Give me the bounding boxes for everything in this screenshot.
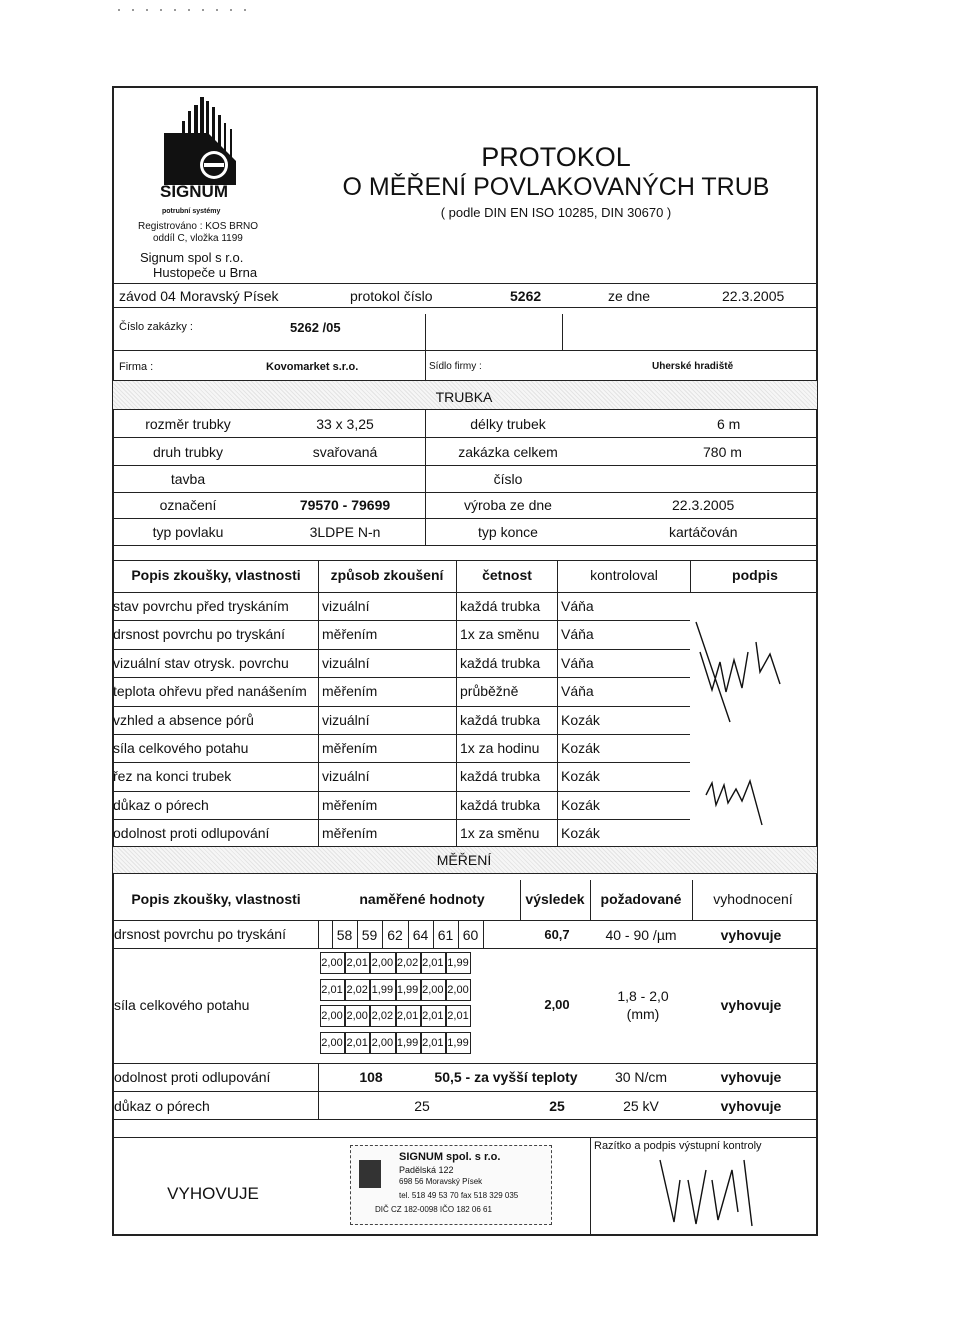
meas-header-required: požadované (600, 891, 682, 907)
pipe-type-value: svařovaná (312, 444, 378, 460)
date-label: ze dne (608, 288, 651, 304)
thickness-value: 2,00 (422, 984, 444, 996)
test-row-inspector: Váňa (561, 683, 594, 700)
coating-type-label: typ povlaku (152, 524, 224, 540)
test-row-frequency: každá trubka (460, 768, 541, 785)
test-row-description: stav povrchu před tryskáním (113, 598, 289, 614)
plant-name: závod 04 Moravský Písek (119, 288, 279, 304)
peel-label: odolnost proti odlupování (114, 1069, 271, 1085)
thickness-value: 2,00 (346, 1010, 368, 1022)
test-row-inspector: Kozák (561, 768, 600, 785)
tests-header-signature: podpis (732, 567, 778, 583)
thickness-required-range: 1,8 - 2,0 (617, 988, 669, 1004)
tests-header-frequency: četnost (482, 567, 532, 583)
thickness-value: 2,00 (371, 957, 394, 969)
final-signature (640, 1140, 770, 1230)
thickness-value: 2,02 (396, 957, 419, 969)
test-row-frequency: každá trubka (460, 796, 541, 813)
pores-required: 25 kV (623, 1098, 659, 1114)
production-date: 22.3.2005 (672, 497, 735, 513)
title-line-2: O MĚŘENÍ POVLAKOVANÝCH TRUB (342, 173, 770, 201)
test-row-description: řez na konci trubek (113, 768, 232, 785)
thickness-value: 1,99 (371, 984, 394, 996)
firm-seat-label: Sídlo firmy : (429, 361, 482, 372)
roughness-value: 58 (336, 927, 353, 943)
meas-header-description: Popis zkoušky, vlastnosti (131, 891, 301, 907)
roughness-value: 59 (361, 927, 378, 943)
roughness-required: 40 - 90 /µm (605, 927, 677, 943)
pipe-size-value: 33 x 3,25 (316, 416, 374, 432)
test-row-method: měřením (322, 825, 378, 842)
company-name: Signum spol s r.o. (140, 250, 244, 265)
test-row-method: vizuální (322, 711, 370, 728)
meas-header-evaluation: vyhodnocení (713, 891, 793, 907)
stamp-caption: Razítko a podpis výstupní kontroly (594, 1140, 762, 1152)
protocol-number: 5262 (510, 288, 542, 304)
marking-value: 79570 - 79699 (299, 497, 391, 513)
firm-label: Firma : (119, 361, 154, 373)
test-row-inspector: Váňa (561, 626, 594, 643)
registration-line-2: oddíl C, vložka 1199 (153, 233, 243, 244)
test-row-method: měřením (322, 683, 378, 700)
test-row-inspector: Kozák (561, 796, 600, 813)
test-row-description: teplota ohřevu před nanášením (113, 683, 307, 700)
tests-header-inspector: kontroloval (590, 567, 658, 583)
test-row-description: vzhled a absence pórů (113, 711, 254, 728)
peel-value: 108 (359, 1069, 383, 1085)
title-line-1: PROTOKOL (481, 142, 631, 172)
thickness-value: 2,01 (346, 1037, 368, 1049)
thickness-value: 2,01 (321, 984, 343, 996)
thickness-label: síla celkového potahu (114, 997, 250, 1013)
order-number: 5262 /05 (290, 320, 341, 335)
pipe-end-label: typ konce (478, 524, 538, 540)
scan-artifact (118, 9, 258, 11)
test-row-inspector: Kozák (561, 711, 600, 728)
final-verdict: VYHOVUJE (167, 1184, 259, 1203)
thickness-value: 1,99 (447, 1037, 469, 1049)
test-row-inspector: Váňa (561, 598, 594, 614)
stamp-phone: tel. 518 49 53 70 fax 518 329 035 (399, 1191, 519, 1200)
order-number-label: Číslo zakázky : (119, 321, 193, 333)
logo-wordmark: SIGNUM (160, 182, 228, 201)
title-subtitle: ( podle DIN EN ISO 10285, DIN 30670 ) (440, 205, 672, 220)
thickness-value: 2,00 (371, 1037, 394, 1049)
pipe-section-title: TRUBKA (435, 389, 493, 405)
roughness-label: drsnost povrchu po tryskání (114, 926, 286, 942)
production-date-label: výroba ze dne (464, 497, 552, 513)
roughness-value: 61 (437, 927, 454, 943)
tests-header-method: způsob zkoušení (330, 567, 444, 583)
coating-type-value: 3LDPE N-n (309, 524, 381, 540)
firm-name: Kovomarket s.r.o. (266, 361, 359, 373)
company-city: Hustopeče u Brna (153, 265, 258, 280)
test-row-method: měřením (322, 796, 378, 813)
test-row-description: drsnost povrchu po tryskání (113, 626, 285, 643)
thickness-value: 2,01 (447, 1010, 469, 1022)
test-row-frequency: 1x za směnu (460, 626, 540, 643)
thickness-evaluation: vyhovuje (720, 997, 782, 1013)
test-row-description: důkaz o pórech (113, 796, 209, 813)
signum-logo (158, 93, 268, 205)
thickness-value: 1,99 (396, 1037, 419, 1049)
peel-result: 50,5 - za vyšší teploty (434, 1069, 578, 1085)
test-row-inspector: Kozák (561, 825, 600, 842)
roughness-value: 64 (412, 927, 429, 943)
tests-header-description: Popis zkoušky, vlastnosti (131, 567, 301, 583)
thickness-value: 2,00 (321, 957, 343, 969)
thickness-value: 2,00 (447, 984, 469, 996)
peel-required: 30 N/cm (614, 1069, 668, 1085)
thickness-value: 1,99 (447, 957, 469, 969)
thickness-required-unit: (mm) (626, 1006, 660, 1022)
test-row-method: vizuální (322, 598, 370, 614)
inspector-signature (690, 612, 790, 742)
test-row-description: síla celkového potahu (113, 740, 249, 756)
meas-header-result: výsledek (525, 891, 585, 907)
pores-evaluation: vyhovuje (720, 1098, 782, 1114)
heat-label: tavba (170, 471, 206, 487)
peel-evaluation: vyhovuje (720, 1069, 782, 1085)
thickness-value: 2,01 (422, 1037, 444, 1049)
pipe-type-label: druh trubky (152, 444, 224, 460)
protocol-date: 22.3.2005 (722, 288, 785, 304)
pipe-length-value: 6 m (717, 416, 741, 432)
test-row-method: měřením (322, 626, 378, 643)
thickness-value: 2,00 (321, 1037, 343, 1049)
thickness-value: 2,01 (422, 1010, 444, 1022)
marking-label: označení (159, 497, 217, 513)
stamp-street: Padělská 122 (399, 1165, 454, 1175)
company-stamp (350, 1145, 552, 1225)
test-row-frequency: každá trubka (460, 598, 541, 614)
stamp-company: SIGNUM spol. s r.o. (399, 1151, 501, 1163)
protocol-number-label: protokol číslo (350, 288, 433, 304)
thickness-value: 2,01 (346, 957, 368, 969)
test-row-frequency: průběžně (460, 683, 519, 700)
brand-tagline: potrubní systémy (162, 208, 221, 215)
order-total-value: 780 m (703, 444, 742, 460)
thickness-value: 2,02 (346, 984, 368, 996)
test-row-method: měřením (322, 740, 378, 756)
pipe-size-label: rozměr trubky (145, 416, 231, 432)
registration-line-1: Registrováno : KOS BRNO (138, 221, 259, 232)
thickness-value: 2,00 (321, 1010, 343, 1022)
stamp-tax-id: DIČ CZ 182-0098 IČO 182 06 61 (375, 1205, 492, 1214)
firm-seat: Uherské hradiště (652, 361, 734, 372)
heat-number-label: číslo (493, 471, 523, 487)
thickness-value: 1,99 (396, 984, 419, 996)
thickness-value: 2,02 (371, 1010, 394, 1022)
test-row-method: vizuální (322, 768, 370, 785)
roughness-value: 60 (462, 927, 479, 943)
roughness-result: 60,7 (544, 927, 570, 942)
thickness-value: 2,01 (396, 1010, 419, 1022)
test-row-method: vizuální (322, 654, 370, 671)
pores-result: 25 (549, 1098, 565, 1114)
order-total-label: zakázka celkem (458, 444, 558, 460)
test-row-frequency: každá trubka (460, 654, 541, 671)
test-row-inspector: Váňa (561, 654, 594, 671)
test-row-frequency: 1x za hodinu (460, 740, 540, 756)
thickness-result: 2,00 (544, 997, 570, 1012)
roughness-evaluation: vyhovuje (720, 927, 782, 943)
pipe-end-value: kartáčován (669, 524, 738, 540)
thickness-value: 2,01 (422, 957, 444, 969)
test-row-inspector: Kozák (561, 740, 600, 756)
meas-header-values: naměřené hodnoty (359, 891, 485, 907)
second-signature (702, 775, 772, 830)
roughness-value: 62 (387, 927, 403, 943)
test-row-frequency: 1x za směnu (460, 825, 540, 842)
pores-value: 25 (414, 1098, 430, 1114)
pores-label: důkaz o pórech (114, 1098, 210, 1114)
measurement-section-title: MĚŘENÍ (436, 852, 492, 868)
stamp-city: 698 56 Moravský Písek (399, 1177, 483, 1186)
stamp-logo-icon (359, 1160, 381, 1188)
pipe-length-label: délky trubek (470, 416, 546, 432)
test-row-frequency: každá trubka (460, 711, 541, 728)
test-row-description: vizuální stav otrysk. povrchu (113, 654, 289, 671)
test-row-description: odolnost proti odlupování (113, 825, 270, 842)
